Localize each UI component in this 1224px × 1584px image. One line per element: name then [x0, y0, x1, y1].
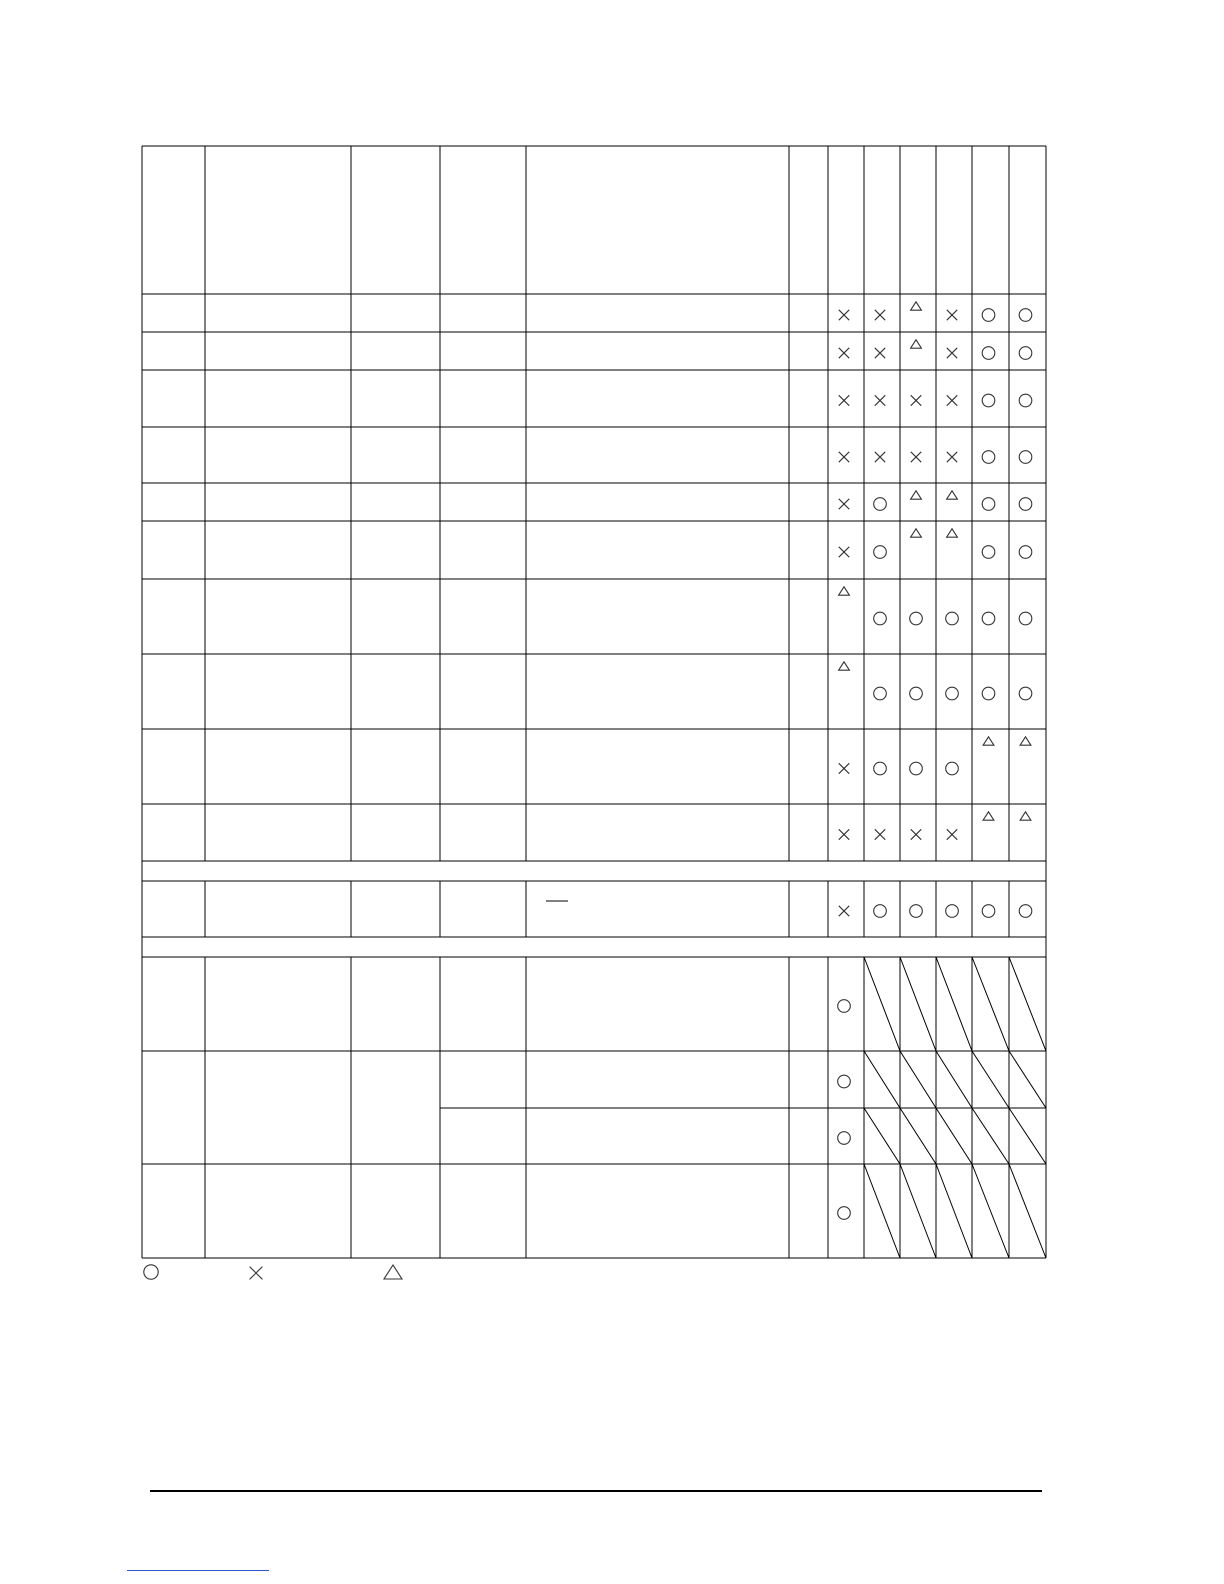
table-grid [142, 146, 1046, 1258]
cross-icon [839, 547, 849, 557]
circle-icon [838, 1000, 851, 1013]
na-diagonal [936, 957, 972, 1051]
circle-icon [144, 1265, 158, 1279]
cross-icon [839, 499, 849, 509]
circle-icon [982, 905, 995, 918]
cross-icon [911, 452, 921, 462]
na-diagonal [972, 1051, 1009, 1108]
na-diagonal [1009, 957, 1046, 1051]
na-diagonal [1009, 1108, 1046, 1164]
triangle-icon [839, 662, 850, 670]
cross-icon [839, 310, 849, 320]
triangle-icon [1020, 812, 1031, 820]
cross-icon [875, 310, 885, 320]
circle-icon [982, 687, 995, 700]
cross-icon [947, 452, 957, 462]
circle-icon [946, 612, 959, 625]
circle-icon [982, 394, 995, 407]
footer-rule [150, 1490, 1042, 1492]
na-diagonal [900, 1164, 936, 1258]
circle-icon [910, 612, 923, 625]
cross-icon [875, 395, 885, 405]
circle-icon [910, 687, 923, 700]
legend [144, 1265, 402, 1280]
circle-icon [874, 905, 887, 918]
na-diagonal [864, 1051, 900, 1108]
circle-icon [982, 498, 995, 511]
cross-icon [839, 763, 849, 773]
circle-icon [874, 762, 887, 775]
circle-icon [874, 687, 887, 700]
cross-icon [947, 395, 957, 405]
circle-icon [982, 309, 995, 322]
na-diagonal [1009, 1051, 1046, 1108]
circle-icon [1019, 309, 1032, 322]
cross-icon [839, 395, 849, 405]
circle-icon [1019, 394, 1032, 407]
triangle-icon [947, 491, 958, 499]
na-diagonal [1009, 1164, 1046, 1258]
na-diagonal [972, 1164, 1009, 1258]
na-diagonal [972, 1108, 1009, 1164]
triangle-icon [983, 737, 994, 745]
na-diagonal [936, 1164, 972, 1258]
cross-icon [947, 310, 957, 320]
circle-icon [874, 612, 887, 625]
cross-icon [947, 348, 957, 358]
cross-icon [875, 348, 885, 358]
triangle-icon [839, 587, 850, 595]
cross-icon [911, 395, 921, 405]
circle-icon [1019, 612, 1032, 625]
circle-icon [982, 347, 995, 360]
triangle-icon [911, 491, 922, 499]
cross-icon [911, 829, 921, 839]
cross-icon [839, 348, 849, 358]
circle-icon [946, 762, 959, 775]
cross-icon [839, 829, 849, 839]
cross-icon [839, 452, 849, 462]
triangle-icon [983, 812, 994, 820]
circle-icon [1019, 498, 1032, 511]
triangle-icon [911, 529, 922, 537]
na-diagonal [972, 957, 1009, 1051]
cross-icon [875, 829, 885, 839]
triangle-icon [911, 340, 922, 348]
circle-icon [874, 546, 887, 559]
triangle-icon [947, 529, 958, 537]
circle-icon [838, 1207, 851, 1220]
triangle-icon [1020, 737, 1031, 745]
na-diagonal [900, 1051, 936, 1108]
na-diagonal [864, 1108, 900, 1164]
table-symbols [838, 302, 1046, 1258]
na-diagonal [936, 1108, 972, 1164]
cross-icon [250, 1267, 263, 1280]
triangle-icon [911, 302, 922, 310]
circle-icon [838, 1075, 851, 1088]
circle-icon [910, 905, 923, 918]
cross-icon [839, 906, 849, 916]
na-diagonal [900, 1108, 936, 1164]
na-diagonal [936, 1051, 972, 1108]
footer-link[interactable] [127, 1570, 269, 1571]
circle-icon [946, 905, 959, 918]
circle-icon [910, 762, 923, 775]
circle-icon [838, 1132, 851, 1145]
circle-icon [982, 451, 995, 464]
circle-icon [1019, 687, 1032, 700]
circle-icon [1019, 347, 1032, 360]
na-diagonal [864, 1164, 900, 1258]
circle-icon [874, 498, 887, 511]
circle-icon [1019, 905, 1032, 918]
cross-icon [947, 829, 957, 839]
triangle-icon [384, 1265, 402, 1279]
cross-icon [875, 452, 885, 462]
na-diagonal [864, 957, 900, 1051]
circle-icon [982, 612, 995, 625]
circle-icon [982, 546, 995, 559]
circle-icon [1019, 546, 1032, 559]
circle-icon [1019, 451, 1032, 464]
na-diagonal [900, 957, 936, 1051]
circle-icon [946, 687, 959, 700]
